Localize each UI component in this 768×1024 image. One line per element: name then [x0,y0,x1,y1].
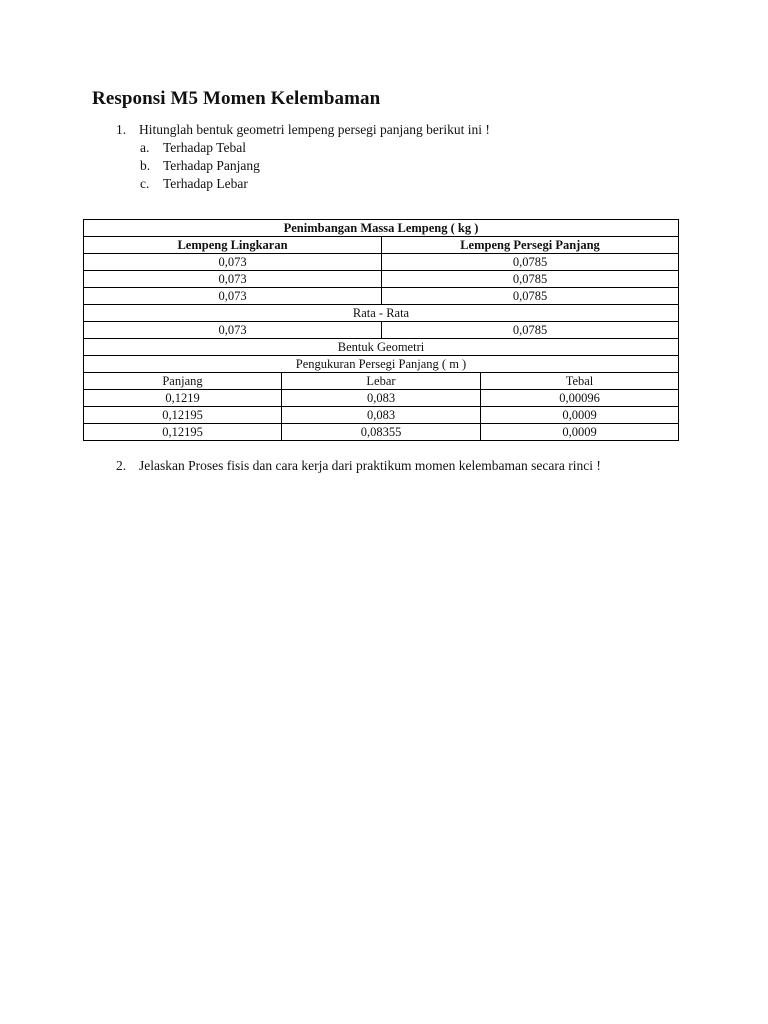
sub-item-c [140,176,248,192]
sub-item-text: Terhadap Panjang [163,158,260,173]
sub-item-letter: a. [140,140,150,155]
sub-item-text: Terhadap Lebar [163,176,248,191]
table-cell: 0,073 [84,254,382,271]
table-cell: 0,073 [84,322,382,339]
table-row [84,288,679,305]
table-cell: 0,1219 [84,390,282,407]
table-row [84,390,679,407]
table-row [84,356,679,373]
table-cell: 0,073 [84,288,382,305]
table-row [84,407,679,424]
table-cell: 0,12195 [84,407,282,424]
table-cell: 0,08355 [282,424,481,441]
column-header: Lempeng Lingkaran [84,237,382,254]
table-row [84,339,679,356]
column-header: Lempeng Persegi Panjang [382,237,679,254]
question-1 [116,122,490,138]
geometry-label: Bentuk Geometri [84,339,679,356]
table-title: Penimbangan Massa Lempeng ( kg ) [84,220,679,237]
table-row [84,322,679,339]
table-cell: 0,12195 [84,424,282,441]
sub-item-letter: c. [140,176,150,191]
sub-item-b [140,158,260,174]
sub-item-a [140,140,246,156]
table-row [84,305,679,322]
table-row [84,237,679,254]
table-row [84,373,679,390]
question-1-text: Hitunglah bentuk geometri lempeng persegi panjang berikut ini ! [139,122,490,137]
column-header: Panjang [84,373,282,390]
question-2-text: Jelaskan Proses fisis dan cara kerja dari praktikum momen kelembaman secara rinci ! [139,458,601,473]
table-cell: 0,00096 [481,390,679,407]
table-row [84,424,679,441]
table-cell: 0,073 [84,271,382,288]
measurement-label: Pengukuran Persegi Panjang ( m ) [84,356,679,373]
table-cell: 0,0009 [481,407,679,424]
table-row [84,220,679,237]
table-cell: 0,083 [282,407,481,424]
column-header: Lebar [282,373,481,390]
table-cell: 0,0785 [382,288,679,305]
table-cell: 0,0785 [382,254,679,271]
table-cell: 0,0785 [382,271,679,288]
question-2-number: 2. [116,458,127,473]
table-cell: 0,0785 [382,322,679,339]
sub-item-text: Terhadap Tebal [163,140,246,155]
column-header: Tebal [481,373,679,390]
page-title: Responsi M5 Momen Kelembaman [92,88,381,109]
question-1-number: 1. [116,122,127,137]
question-2 [116,458,601,474]
average-label: Rata - Rata [84,305,679,322]
mass-measurement-table [83,219,679,441]
table-cell: 0,0009 [481,424,679,441]
table-cell: 0,083 [282,390,481,407]
table-row [84,271,679,288]
sub-item-letter: b. [140,158,151,173]
table-row [84,254,679,271]
